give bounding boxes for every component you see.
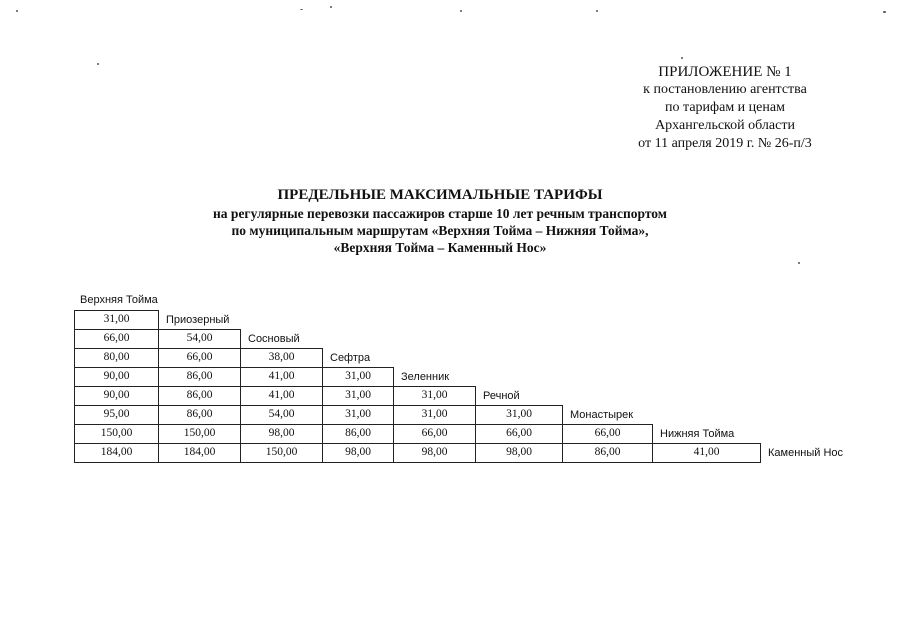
scan-speck xyxy=(596,10,598,12)
station-label: Монастырек xyxy=(570,409,634,421)
tariff-cell: 86,00 xyxy=(562,443,653,463)
scan-speck xyxy=(798,262,800,264)
tariff-cell: 31,00 xyxy=(475,405,563,425)
station-label: Сосновый xyxy=(248,333,300,345)
tariff-cell: 41,00 xyxy=(652,443,761,463)
station-label: Зеленник xyxy=(401,371,450,383)
tariff-cell: 90,00 xyxy=(74,386,159,406)
tariff-cell: 66,00 xyxy=(562,424,653,444)
tariff-cell: 38,00 xyxy=(240,348,323,368)
title-main: ПРЕДЕЛЬНЫЕ МАКСИМАЛЬНЫЕ ТАРИФЫ xyxy=(277,187,603,203)
tariff-cell: 80,00 xyxy=(74,348,159,368)
tariff-cell: 86,00 xyxy=(158,405,241,425)
tariff-cell: 31,00 xyxy=(74,310,159,330)
tariff-cell: 41,00 xyxy=(240,367,323,387)
station-label: Нижняя Тойма xyxy=(660,428,735,440)
tariff-cell: 86,00 xyxy=(322,424,394,444)
tariff-cell: 150,00 xyxy=(158,424,241,444)
document-title xyxy=(140,186,740,256)
scan-speck xyxy=(97,63,99,65)
tariff-cell: 86,00 xyxy=(158,367,241,387)
tariff-cell: 66,00 xyxy=(393,424,476,444)
tariff-cell: 98,00 xyxy=(240,424,323,444)
appendix-line: Архангельской области xyxy=(655,118,795,133)
tariff-cell: 150,00 xyxy=(240,443,323,463)
tariff-cell: 86,00 xyxy=(158,386,241,406)
station-label: Речной xyxy=(483,390,520,402)
tariff-cell: 184,00 xyxy=(158,443,241,463)
appendix-line: к постановлению агентства xyxy=(643,82,807,97)
appendix-line: ПРИЛОЖЕНИЕ № 1 xyxy=(658,64,792,80)
appendix-line: от 11 апреля 2019 г. № 26-п/3 xyxy=(638,136,812,151)
appendix-line: по тарифам и ценам xyxy=(665,100,785,115)
tariff-cell: 31,00 xyxy=(393,405,476,425)
appendix-block xyxy=(590,63,860,153)
tariff-cell: 150,00 xyxy=(74,424,159,444)
station-label: Каменный Нос xyxy=(768,447,844,459)
tariff-cell: 31,00 xyxy=(393,386,476,406)
scan-speck xyxy=(300,9,303,10)
tariff-cell: 31,00 xyxy=(322,405,394,425)
scan-speck xyxy=(330,6,332,8)
tariff-cell: 184,00 xyxy=(74,443,159,463)
station-label: Сефтра xyxy=(330,352,371,364)
tariff-cell: 66,00 xyxy=(475,424,563,444)
tariff-cell: 31,00 xyxy=(322,386,394,406)
scan-speck xyxy=(16,10,18,12)
tariff-cell: 90,00 xyxy=(74,367,159,387)
title-line: «Верхняя Тойма – Каменный Нос» xyxy=(333,240,547,255)
tariff-cell: 54,00 xyxy=(158,329,241,349)
scan-speck xyxy=(460,10,462,12)
tariff-cell: 95,00 xyxy=(74,405,159,425)
station-label: Приозерный xyxy=(166,314,230,326)
tariff-cell: 66,00 xyxy=(158,348,241,368)
tariff-cell: 54,00 xyxy=(240,405,323,425)
tariff-cell: 98,00 xyxy=(475,443,563,463)
title-line: на регулярные перевозки пассажиров старше 10 лет речным транспортом xyxy=(213,206,667,221)
tariff-cell: 41,00 xyxy=(240,386,323,406)
tariff-cell: 98,00 xyxy=(322,443,394,463)
scan-speck xyxy=(681,57,683,59)
station-label: Верхняя Тойма xyxy=(80,294,158,306)
tariff-cell: 66,00 xyxy=(74,329,159,349)
scan-speck xyxy=(883,11,886,13)
title-line: по муниципальным маршрутам «Верхняя Тойма – Нижняя Тойма», xyxy=(231,223,649,238)
tariff-cell: 31,00 xyxy=(322,367,394,387)
tariff-cell: 98,00 xyxy=(393,443,476,463)
